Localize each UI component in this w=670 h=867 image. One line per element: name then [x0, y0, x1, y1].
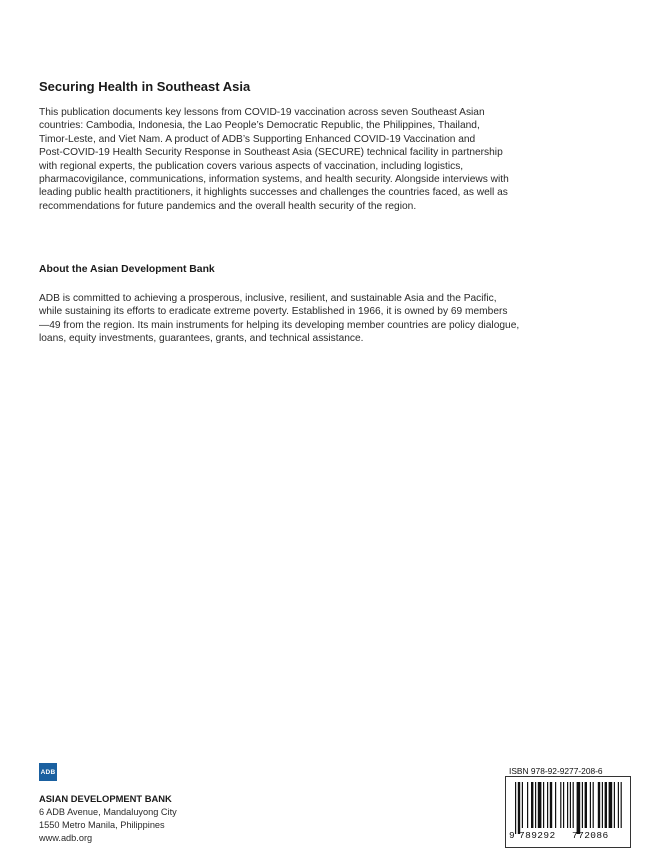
description-line: recommendations for future pandemics and the overall health security of the region.: [39, 200, 417, 212]
description-line: This publication documents key lessons from COVID-19 vaccination across seven Southeast Asian: [39, 107, 485, 118]
isbn-label: ISBN 978-92-9277-208-6: [509, 766, 603, 776]
adb-logo: ADB: [39, 763, 57, 781]
description-line: leading public health practitioners, it highlights successes and challenges the countries faced, as well as: [39, 187, 508, 199]
description-line: Timor-Leste, and Viet Nam. A product of ADB’s Supporting Enhanced COVID-19 Vaccination and: [39, 133, 476, 145]
address-line-1: 6 ADB Avenue, Mandaluyong City: [39, 807, 177, 817]
description-line: with regional experts, the publication covers various aspects of vaccination, including logistics,: [39, 160, 464, 172]
description-line: Post-COVID-19 Health Security Response in Southeast Asia (SECURE) technical facility in partnership: [39, 147, 503, 159]
description-line: pharmacovigilance, communications, information systems, and health security. Alongside interviews with: [39, 174, 509, 186]
org-name: ASIAN DEVELOPMENT BANK: [39, 793, 172, 804]
about-title: About the Asian Development Bank: [39, 264, 215, 275]
barcode-icon: [505, 776, 629, 836]
description-line: countries: Cambodia, Indonesia, the Lao People’s Democratic Republic, the Philippines, Thailand,: [39, 120, 480, 132]
about-description: [39, 292, 599, 346]
website-link[interactable]: www.adb.org: [39, 833, 93, 843]
about-line: loans, equity investments, guarantees, grants, and technical assistance.: [39, 333, 364, 345]
about-line: ADB is committed to achieving a prosperous, inclusive, resilient, and sustainable Asia and the Pacific,: [39, 293, 497, 304]
barcode-digit-group-1: 789292: [519, 830, 556, 841]
barcode-digit-group-2: 772086: [572, 830, 609, 841]
barcode-lead-digit: 9: [509, 830, 516, 841]
address-line-2: 1550 Metro Manila, Philippines: [39, 820, 165, 830]
publication-description: [39, 106, 599, 213]
publication-title: Securing Health in Southeast Asia: [39, 79, 251, 94]
about-line: while sustaining its efforts to eradicate extreme poverty. Established in 1966, it is owned by 69 members: [39, 306, 508, 318]
about-line: —49 from the region. Its main instruments for helping its developing member countries are policy dialogue,: [39, 319, 520, 331]
